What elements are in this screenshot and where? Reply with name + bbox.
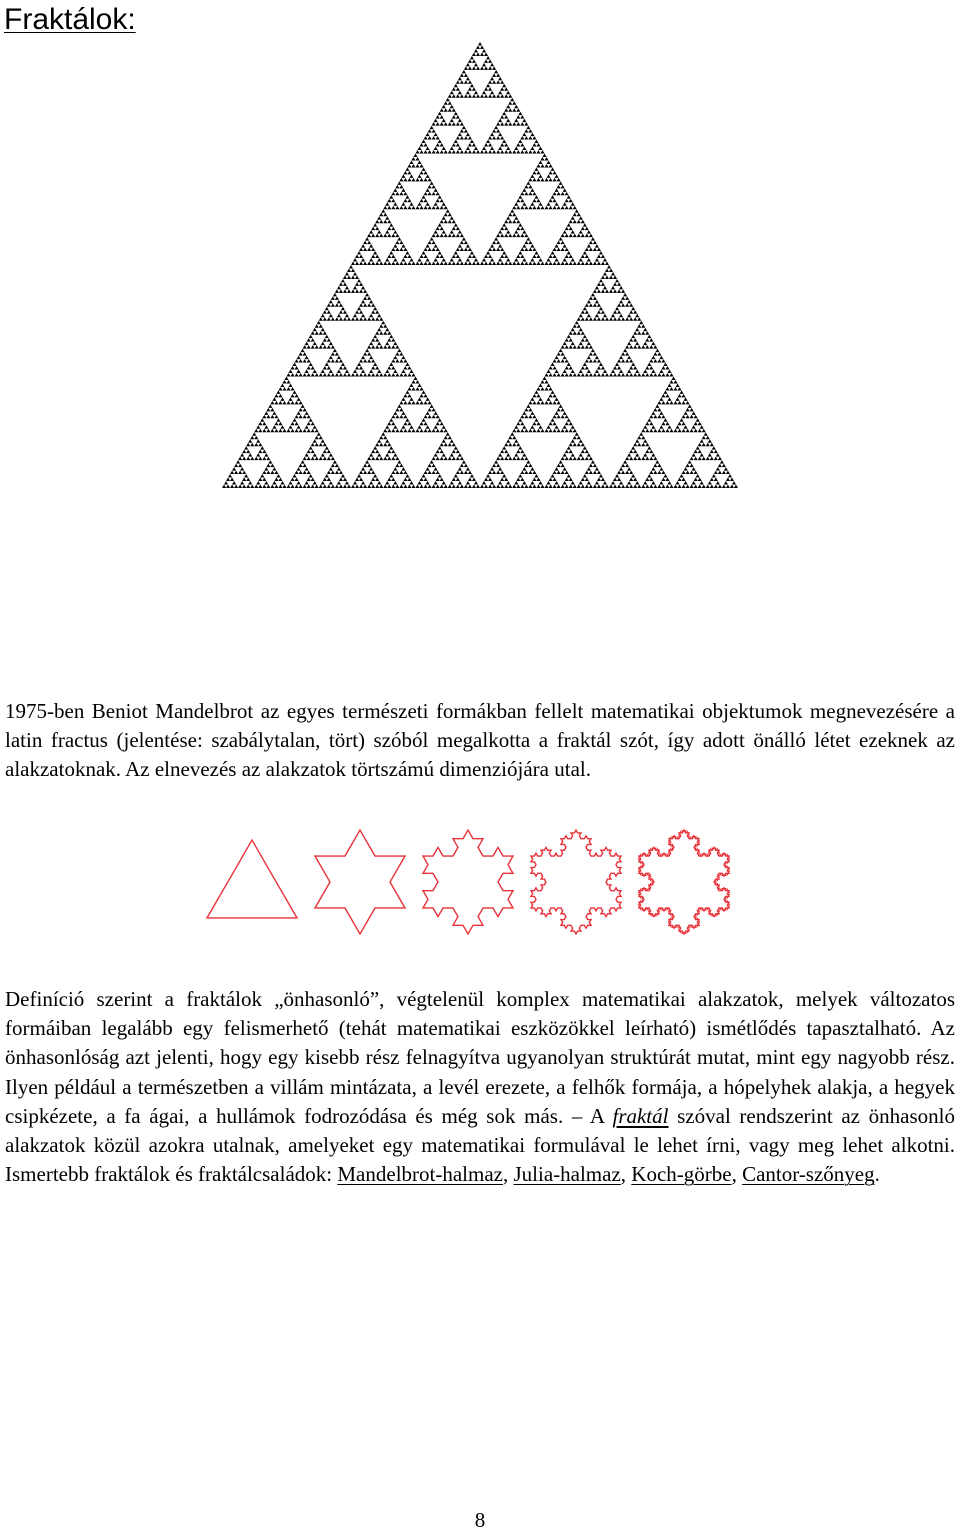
fraktal-term: fraktál	[612, 1103, 669, 1128]
definition-text-2: szóval rendszerint az önhasonló alakzatok közül azokra utalnak, amelyeket egy matematikai formulával le lehet írni, vagy meg lehet alkotni. Ismertebb fraktálok és fraktálcsaládok:	[5, 1103, 955, 1187]
separator: ,	[502, 1162, 514, 1187]
page-number: 8	[474, 1508, 486, 1532]
intro-paragraph: 1975-ben Beniot Mandelbrot az egyes természeti formákban fellelt matematikai objektumok megnevezésére a latin fractus (jelentése: szabálytalan, tört) szóból megalkotta a fraktál szót, így adott önálló létet ezeknek az alakzatoknak. Az elnevezés az alakzatok törtszámú dimenziójára utal.	[5, 699, 955, 782]
definition-paragraph	[5, 985, 955, 1189]
separator: ,	[620, 1162, 632, 1187]
definition-text-1: Definíció szerint a fraktálok „önhasonló”, végtelenül komplex matematikai alakzatok, melyek változatos formáiban legalább egy felismerhető (tehát matematikai eszközökkel leírható) ismétlődés tapasztalható. Az önhasonlóság azt jelenti, hogy egy kisebb rész felnagyítva ugyanolyan struktúrát mutat, mint egy nagyobb rész. Ilyen például a természetben a villám mintázata, a levél erezete, a felhők formája, a hópelyhek alakja, a hegyek csipkézete, a fa ágai, a hullámok fodrozódása és még sok más. – A	[5, 987, 955, 1128]
koch-iteration-4	[639, 830, 729, 934]
link-mandelbrot[interactable]: Mandelbrot-halmaz	[337, 1162, 503, 1187]
koch-iteration-3	[531, 830, 621, 934]
separator: ,	[731, 1162, 743, 1187]
koch-iteration-1	[315, 830, 405, 934]
sierpinski-triangle-figure	[208, 36, 752, 494]
koch-snowflake-figure	[205, 822, 755, 942]
sentence-end: .	[874, 1162, 880, 1187]
link-julia[interactable]: Julia-halmaz	[513, 1162, 621, 1187]
koch-iteration-0	[207, 840, 297, 918]
koch-iteration-2	[423, 830, 513, 934]
link-koch[interactable]: Koch-görbe	[631, 1162, 732, 1187]
page-title: Fraktálok:	[4, 3, 136, 36]
link-cantor[interactable]: Cantor-szőnyeg	[742, 1162, 875, 1187]
